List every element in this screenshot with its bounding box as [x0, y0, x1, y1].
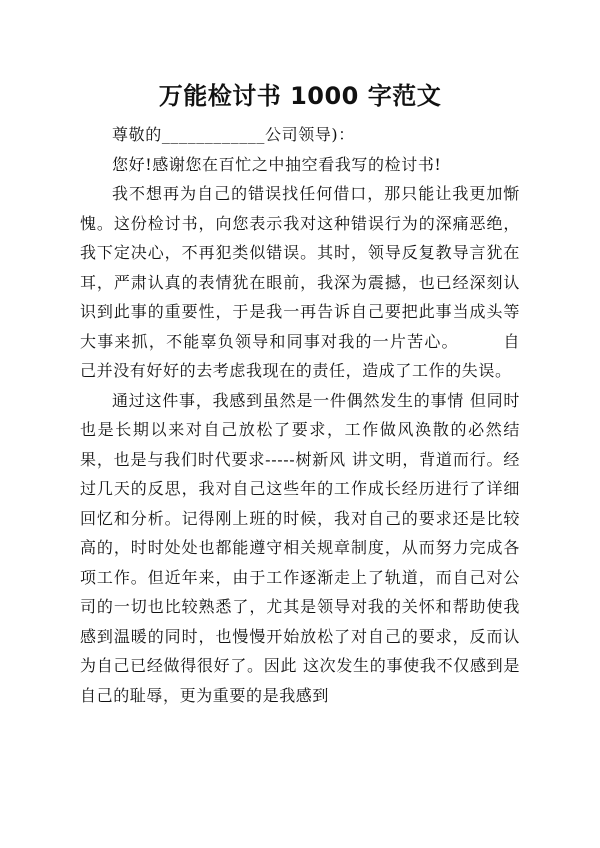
salutation-blank: ____________: [161, 125, 266, 144]
salutation-line: [80, 120, 520, 150]
document-title: 万能检讨书 1000 字范文: [158, 82, 442, 110]
paragraph-1-part-2: 自己并没有好好的去考虑我现在的责任，造成了工作的失误。: [80, 331, 520, 380]
document-body: [80, 120, 520, 710]
paragraph-1-part-1: 我不想再为自己的错误找任何借口，那只能让我更加惭愧。这份检讨书，向您表示我对这种错误行为的深痛恶绝，我下定决心，不再犯类似错误。其时，领导反复教导言犹在耳，严肃认真的表情犹在眼前，我深为震撼，也已经深刻认识到此事的重要性，于是我一再告诉自己要把此事当成头等大事来抓，不能辜负领导和同事对我的一片苦心。: [80, 184, 520, 351]
greeting-line: 您好!感谢您在百忙之中抽空看我写的检讨书!: [112, 154, 442, 174]
paragraph-2: 通过这件事，我感到虽然是一件偶然发生的事情 但同时也是长期以来对自己放松了要求，工作做风涣散的必然结果，也是与我们时代要求-----树新风 讲文明，背道而行。经过几天的反思，我对自己这些年的工作成长经历进行了详细回忆和分析。记得刚上班的时候，我对自己的要求还是比较高的，时时处处也都能遵守相关规章制度，从而努力完成各项工作。但近年来，由于工作逐渐走上了轨道，而自己对公司的一切也比较熟悉了，尤其是领导对我的关怀和帮助使我感到温暖的同时，也慢慢开始放松了对自己的要求，反而认为自己已经做得很好了。因此 这次发生的事使我不仅感到是自己的耻辱，更为重要的是我感到: [80, 390, 520, 705]
salutation-prefix: 尊敬的: [112, 125, 162, 144]
paragraph-1: [80, 179, 520, 386]
salutation-suffix: 公司领导)：: [265, 125, 355, 144]
